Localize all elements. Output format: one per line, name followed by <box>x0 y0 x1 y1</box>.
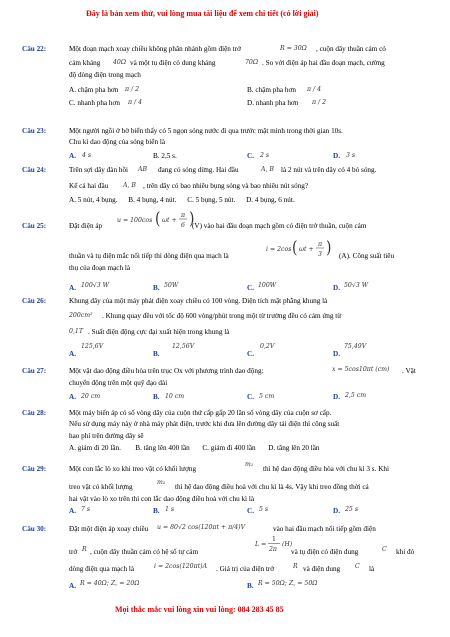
math-expression: m₁ <box>245 461 254 468</box>
math-expression: 0,1T <box>69 328 83 335</box>
question-text: . Giá trị của điện trở <box>216 565 275 573</box>
footer-banner: Mọi thắc mắc vui lòng xin vui lòng: 084 283 45 85 <box>115 605 284 614</box>
question-text: . Suất điện động cực đại xuất hiện trong khung là <box>88 328 230 336</box>
math-expression: R = 30Ω <box>280 45 307 52</box>
question-text: . Khung quay đều với tốc độ 600 vòng/phút trong một từ trường đều có cảm ứng từ <box>102 312 342 320</box>
question-text: hao phí trên đường dây sẽ <box>69 432 144 440</box>
svg-text:3: 3 <box>318 251 322 258</box>
question-text: (V) vào hai đầu đoạn mạch gồm có điện trở thuần, cuộn cảm <box>192 222 367 230</box>
question-text: cảm kháng <box>69 59 101 67</box>
question-text: (A). Công suất tiêu <box>339 252 395 260</box>
math-expression: 25 s <box>345 506 359 513</box>
question-text: , cuộn dây thuần cảm có <box>316 45 386 53</box>
question-text: Một con lắc lò xo khi treo vật có khối lượng <box>69 465 197 473</box>
svg-text:): ) <box>326 237 332 258</box>
question-text: và một tụ điện có dung kháng <box>130 59 216 67</box>
math-expression: 40Ω <box>113 59 127 66</box>
options-row: A. giảm đi 20 lần. B. tăng lên 400 lần C. giảm đi 400 lần D. tăng lên 20 lần <box>69 444 320 452</box>
question-text: Một vật dao động điều hòa trên trục Ox với phương trình dao động: <box>69 367 264 375</box>
option-d: D. <box>333 507 340 515</box>
question-text: Đặt một điện áp xoay chiều <box>69 525 149 533</box>
math-expression: 20 cm <box>81 393 101 400</box>
question-text: thụ của đoạn mạch là <box>69 264 131 272</box>
option-b: B. <box>153 350 160 358</box>
math-expression: 10 cm <box>165 393 185 400</box>
svg-text:): ) <box>189 208 195 229</box>
svg-text:(: ( <box>292 237 298 258</box>
option-c: C. nhanh pha hơn <box>69 99 120 107</box>
options-row: A. 5 nút, 4 bụng. B. 4 bụng, 4 nút. C. 5 bụng, 5 nút. D. 4 bụng, 6 nút. <box>69 196 295 204</box>
math-expression: 4 s <box>82 152 92 159</box>
question-text: Một người ngồi ở bờ biển thấy có 5 ngọn sóng nước đi qua trước mặt mình trong thời gian 10s. <box>69 127 343 135</box>
question-text: độ dòng điện trong mạch <box>69 71 141 79</box>
question-text: và tụ điện có điện dung <box>291 548 359 556</box>
math-expression: π / 4 <box>128 99 143 106</box>
question-text: thì hệ dao động điều hòa với chu kì 3 s. Khi <box>263 465 389 473</box>
svg-text:ωt +: ωt + <box>299 246 314 253</box>
option-d: D. <box>333 284 340 292</box>
option-d: D. <box>333 152 340 160</box>
question-text: Chu kì dao động của sóng biển là <box>69 138 166 146</box>
svg-text:ωt +: ωt + <box>162 217 177 224</box>
question-text: Khung dây của một máy phát điện xoay chiều có 100 vòng. Diện tích mặt phẳng khung là <box>69 297 328 305</box>
option-d: D. <box>333 350 340 358</box>
math-expression: 3 s <box>346 152 356 159</box>
math-expression: x = 5cos10πt (cm) <box>332 366 390 373</box>
math-expression: A, B <box>261 166 274 173</box>
option-b: B. <box>153 284 160 292</box>
math-expression: 50√3 W <box>344 282 369 289</box>
question-number: Câu 24: <box>22 166 47 174</box>
math-expression: C <box>355 563 360 570</box>
math-expression: A, B <box>123 182 136 189</box>
question-text: , cuộn dây thuần cảm có hệ số tự cảm <box>90 548 199 556</box>
math-expression: π / 2 <box>312 99 327 106</box>
question-number: Câu 29: <box>22 465 47 473</box>
question-text: Một đoạn mạch xoay chiều không phân nhánh gồm điện trở <box>69 45 241 53</box>
option-a: A. <box>69 152 76 160</box>
question-text: . Vật <box>402 367 416 375</box>
math-expression: 7 s <box>81 506 91 513</box>
option-b: B. chậm pha hơn <box>247 86 296 94</box>
question-text: thì hệ dao động điều hoà với chu kì là 4s. Vậy khi treo đồng thời cả <box>175 483 369 491</box>
svg-text:6: 6 <box>181 222 185 229</box>
svg-text:i = 2cos: i = 2cos <box>266 246 292 253</box>
option-b: B. <box>153 393 160 401</box>
option-a: A. <box>69 582 76 590</box>
header-banner: Đây là bản xem thử, vui lòng mua tài liệu để xem chi tiết (có lời giải) <box>86 9 319 18</box>
question-text: Đặt điện áp <box>69 222 103 230</box>
question-text: chuyển động trên một quỹ đạo dài <box>69 379 168 387</box>
current-formula <box>266 236 346 264</box>
question-number: Câu 27: <box>22 367 47 375</box>
question-text: . So với điện áp hai đầu đoạn mạch, cường <box>262 59 385 67</box>
math-expression: 200cm² <box>69 312 93 319</box>
option-b: B. 2,5 s. <box>153 152 177 160</box>
math-expression: 75,49V <box>344 343 367 350</box>
math-expression: R <box>82 546 87 553</box>
question-number: Câu 28: <box>22 409 47 417</box>
math-expression: π / 4 <box>307 86 322 93</box>
question-number: Câu 22: <box>22 45 47 53</box>
math-expression: 0,2V <box>260 343 275 350</box>
question-text: vào hai đầu mạch nối tiếp gồm điện <box>273 525 376 533</box>
option-b: B. <box>153 507 160 515</box>
question-text: Nếu sử dụng máy này ở nhà máy phát điện, trước khi đưa lên đường dây tải điện thì công suất <box>69 420 340 428</box>
svg-text:(H): (H) <box>282 541 293 548</box>
option-a: A. <box>69 350 76 358</box>
math-expression: R <box>293 563 298 570</box>
option-c: C. <box>247 350 254 358</box>
math-expression: C <box>382 546 387 553</box>
math-expression: R = 50Ω; Z꜀ = 50Ω <box>258 580 318 587</box>
question-number: Câu 26: <box>22 297 47 305</box>
option-a: A. <box>69 284 76 292</box>
math-expression: 100√3 W <box>81 282 110 289</box>
question-text: trở <box>69 548 78 556</box>
math-expression: u = 80√2 cos(120πt + π/4)V <box>157 524 246 531</box>
option-a: A. <box>69 507 76 515</box>
svg-text:1: 1 <box>272 536 276 543</box>
svg-text:π: π <box>318 241 323 248</box>
math-expression: i = 2cos(120πt)A <box>154 563 208 570</box>
svg-text:2π: 2π <box>269 546 278 553</box>
option-a: A. <box>69 393 76 401</box>
svg-text:L =: L = <box>255 541 267 548</box>
question-text: thuần và tụ điện mắc nối tiếp thì dòng điện qua mạch là <box>69 252 229 260</box>
option-b: B. <box>247 582 254 590</box>
option-c: C. <box>247 284 254 292</box>
option-d: D. <box>333 393 340 401</box>
math-expression: 1 s <box>165 506 175 513</box>
option-d: D. nhanh pha hơn <box>247 99 299 107</box>
math-expression: 50W <box>164 282 179 289</box>
math-expression: 12,56V <box>172 343 195 350</box>
question-text: hai vật vào lò xo trên thì con lắc dao động điều hoà với chu kì là <box>69 495 255 503</box>
option-c: C. <box>247 152 254 160</box>
question-text: Kể cả hai đầu <box>69 182 109 190</box>
question-text: , trên dây có bao nhiêu bụng sóng và bao nhiêu nút sóng? <box>143 182 309 190</box>
question-text: là <box>369 565 375 573</box>
question-number: Câu 25: <box>22 222 47 230</box>
option-c: C. <box>247 507 254 515</box>
math-expression: 2 s <box>260 152 270 159</box>
question-text: dòng điện qua mạch là <box>69 565 135 573</box>
math-expression: 5 cm <box>259 393 275 400</box>
math-expression: m₂ <box>157 479 166 486</box>
math-expression: 70Ω <box>245 59 259 66</box>
question-text: Một máy biến áp có số vòng dây của cuộn thứ cấp gấp 20 lần số vòng dây của cuộn sơ cấp. <box>69 409 332 417</box>
option-c: C. <box>247 393 254 401</box>
question-number: Câu 30: <box>22 525 47 533</box>
question-text: Trên sợi dây đàn hồi <box>69 166 129 174</box>
math-expression: 5 s <box>259 506 269 513</box>
question-text: khi đó <box>396 548 415 556</box>
math-expression: AB <box>138 166 148 173</box>
question-text: đang có sóng dừng. Hai đầu <box>158 166 239 174</box>
question-text: treo vật có khối lượng <box>69 483 133 491</box>
question-text: là 2 nút và trên dây có 4 bó sóng. <box>281 166 377 174</box>
math-expression: 100W <box>258 282 277 289</box>
question-number: Câu 23: <box>22 127 47 135</box>
option-a: A. chậm pha hơn <box>69 86 119 94</box>
svg-text:π: π <box>181 212 186 219</box>
question-text: và điện dung <box>303 565 341 573</box>
math-expression: 125,6V <box>81 343 104 350</box>
math-expression: R = 40Ω; Z꜀ = 20Ω <box>80 580 140 587</box>
math-expression: 2,5 cm <box>345 392 367 399</box>
math-expression: π / 2 <box>125 86 140 93</box>
svg-text:u = 100cos: u = 100cos <box>117 217 153 224</box>
svg-text:(: ( <box>155 208 161 229</box>
